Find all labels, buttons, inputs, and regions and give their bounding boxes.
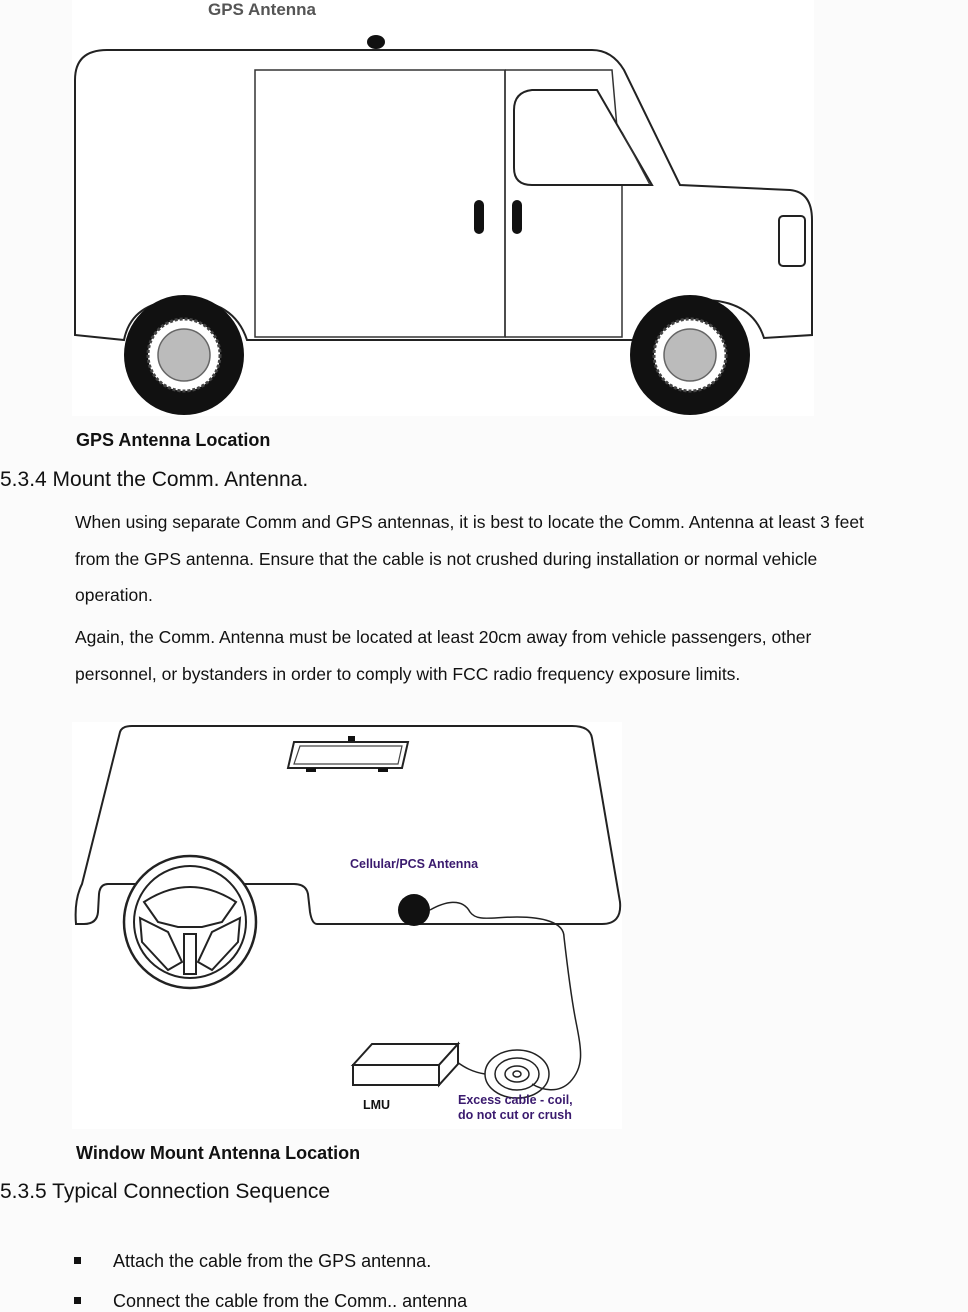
headlight [779, 216, 805, 266]
section-535-heading: 5.3.5 Typical Connection Sequence [0, 1180, 331, 1203]
paragraph-separate-antennas [75, 504, 968, 614]
excess-cable-label-line1: Excess cable - coil, [458, 1093, 573, 1107]
door-handle-right [512, 200, 522, 234]
paragraph-line: When using separate Comm and GPS antennas, it is best to locate the Comm. Antenna at least 3 feet [75, 512, 864, 532]
list-item-text: Connect the cable from the Comm.. antenna [113, 1291, 468, 1311]
paragraph-fcc-limits [75, 619, 968, 692]
paragraph-line: operation. [75, 585, 153, 605]
lmu-box [353, 1044, 458, 1085]
paragraph-line: Again, the Comm. Antenna must be located at least 20cm away from vehicle passengers, other [75, 627, 812, 647]
figure1-caption: GPS Antenna Location [76, 430, 271, 450]
windshield-illustration [72, 722, 622, 1129]
cable-coil [485, 1050, 549, 1098]
list-item-text: Attach the cable from the GPS antenna. [113, 1251, 432, 1271]
door-handle-left [474, 200, 484, 234]
bullet-icon [74, 1297, 81, 1304]
rear-wheel [124, 295, 244, 415]
window-mount-figure [72, 722, 622, 1129]
gps-antenna-figure [72, 0, 814, 416]
steering-wheel [124, 856, 256, 988]
van-illustration [72, 0, 814, 416]
rearview-mirror [288, 736, 408, 772]
cellular-antenna-label: Cellular/PCS Antenna [350, 857, 479, 871]
gps-antenna-label: GPS Antenna [208, 0, 316, 19]
gps-antenna-puck [367, 35, 385, 49]
front-wheel [630, 295, 750, 415]
cellular-antenna [398, 894, 430, 926]
paragraph-line: from the GPS antenna. Ensure that the cable is not crushed during installation or normal vehicle [75, 548, 818, 569]
figure2-caption: Window Mount Antenna Location [76, 1143, 361, 1163]
excess-cable-label-line2: do not cut or crush [458, 1108, 572, 1122]
bullet-icon [74, 1257, 81, 1264]
paragraph-line: personnel, or bystanders in order to comply with FCC radio frequency exposure limits. [75, 663, 741, 684]
lmu-label: LMU [363, 1098, 391, 1112]
section-534-heading: 5.3.4 Mount the Comm. Antenna. [0, 468, 309, 491]
